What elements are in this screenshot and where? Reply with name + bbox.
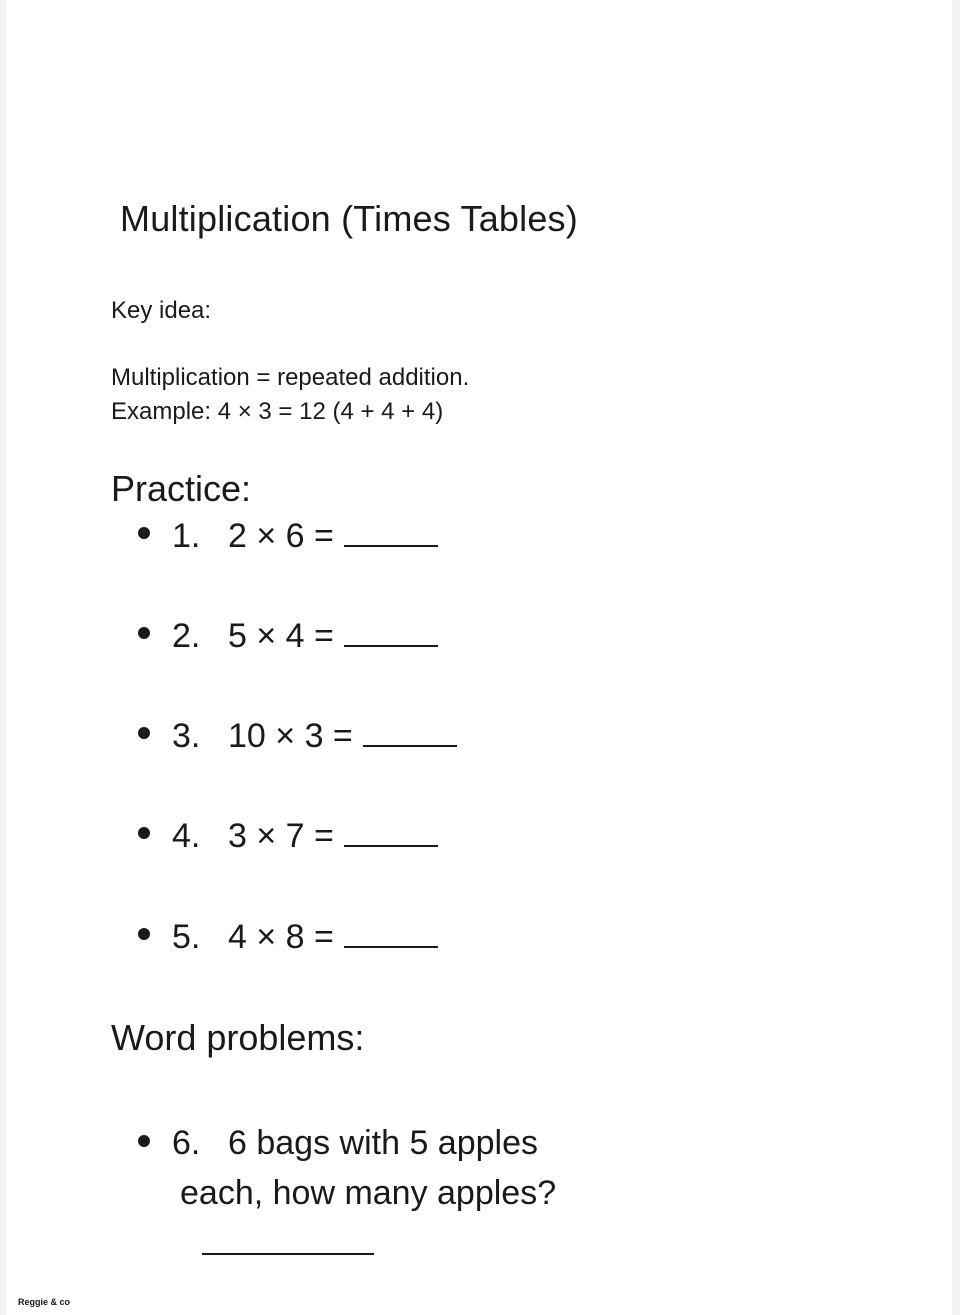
page-title: Multiplication (Times Tables)	[120, 198, 578, 239]
item-number: 6.	[172, 1124, 201, 1162]
word-problem-line: each, how many apples?	[180, 1174, 557, 1212]
word-problem-text	[180, 1118, 557, 1218]
word-problems-heading: Word problems:	[111, 1017, 365, 1058]
item-number: 5.	[172, 918, 201, 956]
answer-blank[interactable]	[344, 644, 438, 647]
bullet-icon	[138, 928, 150, 940]
answer-blank[interactable]	[344, 844, 438, 847]
answer-blank[interactable]	[344, 544, 438, 547]
definition-text: Multiplication = repeated addition.	[111, 364, 470, 391]
item-number: 4.	[172, 817, 201, 855]
bullet-icon	[138, 627, 150, 639]
practice-item	[138, 817, 438, 856]
practice-heading: Practice:	[111, 468, 252, 509]
word-problem-item	[138, 1118, 556, 1218]
word-problem-line: 6 bags with 5 apples	[228, 1124, 538, 1162]
worksheet-page	[6, 0, 952, 1315]
answer-blank[interactable]	[202, 1253, 374, 1255]
bullet-icon	[138, 527, 150, 539]
bullet-icon	[138, 727, 150, 739]
practice-item	[138, 617, 438, 656]
practice-item	[138, 717, 457, 756]
practice-item	[138, 517, 438, 556]
answer-blank[interactable]	[363, 744, 457, 747]
item-expression: 10 × 3 =	[228, 717, 353, 755]
practice-item	[138, 918, 438, 957]
item-number: 3.	[172, 717, 201, 755]
bullet-icon	[138, 1135, 150, 1147]
answer-blank[interactable]	[344, 945, 438, 948]
item-expression: 2 × 6 =	[228, 517, 334, 555]
brand-watermark: Reggie & co	[18, 1297, 71, 1307]
example-text: Example: 4 × 3 = 12 (4 + 4 + 4)	[111, 398, 444, 425]
item-expression: 3 × 7 =	[228, 817, 334, 855]
item-expression: 4 × 8 =	[228, 918, 334, 956]
item-expression: 5 × 4 =	[228, 617, 334, 655]
item-number: 2.	[172, 617, 201, 655]
bullet-icon	[138, 827, 150, 839]
key-idea-label: Key idea:	[111, 297, 212, 324]
item-number: 1.	[172, 517, 201, 555]
